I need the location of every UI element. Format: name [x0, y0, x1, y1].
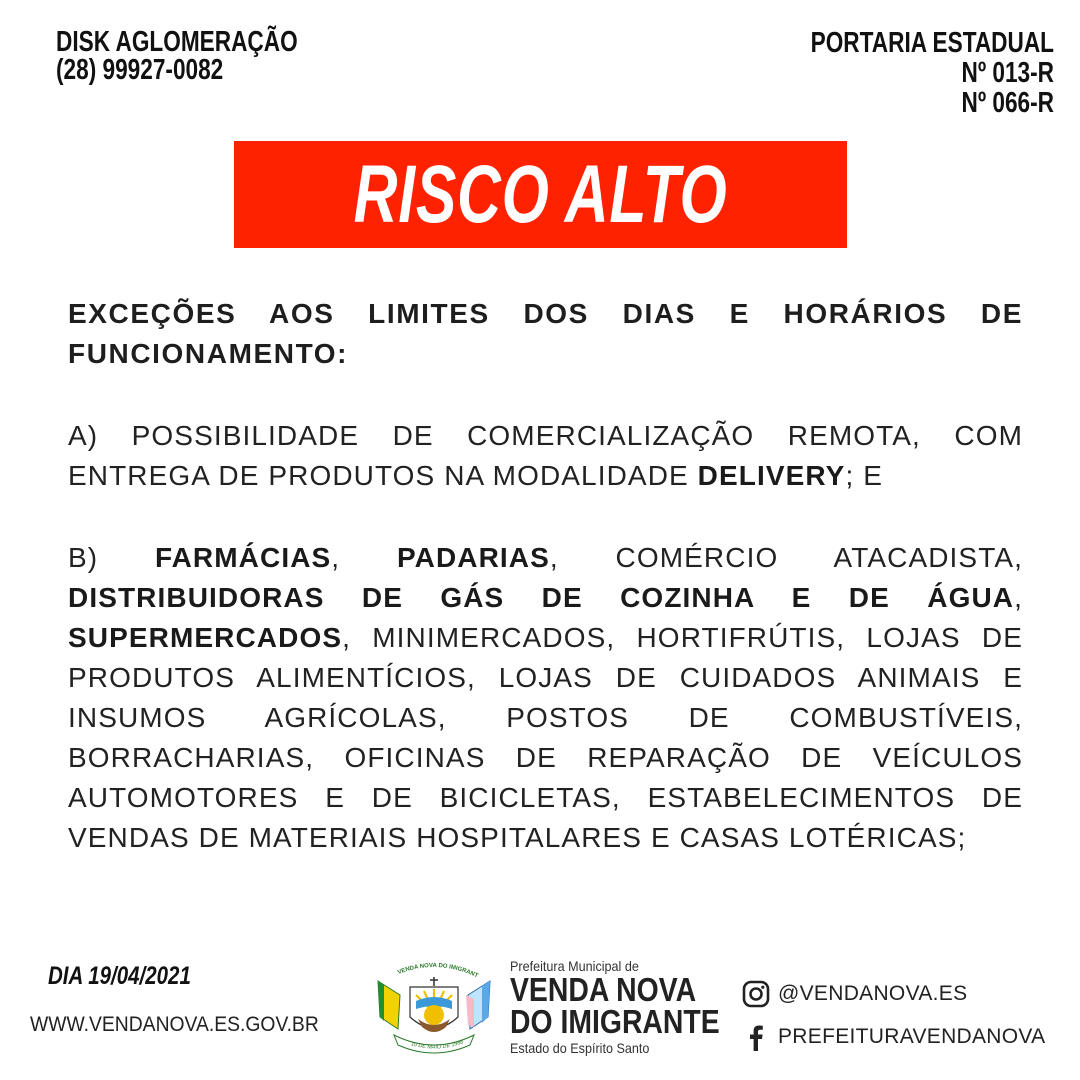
instagram-handle: @VENDANOVA.ES — [778, 982, 968, 1005]
facebook-icon — [740, 1021, 772, 1053]
item-a — [68, 416, 1023, 496]
facebook-link[interactable] — [740, 1019, 1070, 1055]
org-line-1: Prefeitura Municipal de — [510, 958, 639, 974]
svg-text:10 DE MAIO DE 1988: 10 DE MAIO DE 1988 — [410, 1039, 465, 1051]
org-line-3: DO IMIGRANTE — [510, 1003, 720, 1040]
item-b-text-4: , MINIMERCADOS, HORTIFRÚTIS, LOJAS DE PRODUTOS ALIMENTÍCIOS, LOJAS DE CUIDADOS ANIMAIS E INSUMOS AGRÍCOLAS, POSTOS DE COMBUSTÍVEIS, BORRACHARIAS, OFICINAS DE REPARAÇÃO DE VEÍCULOS AUTOMOTORES E DE BICICLETAS, ESTABELECIMENTOS DE VENDAS DE MATERIAIS HOSPITALARES E CASAS LOTÉRICAS; — [68, 622, 1023, 853]
item-b-padarias: PADARIAS — [396, 542, 550, 573]
portaria-title: PORTARIA ESTADUAL — [810, 27, 1054, 59]
svg-text:VENDA NOVA DO IMIGRANTE: VENDA NOVA DO IMIGRANT — [396, 962, 479, 980]
item-b-distribuidoras: DISTRIBUIDORAS DE GÁS DE COZINHA E DE ÁGUA — [68, 582, 1015, 613]
footer-left — [30, 962, 350, 1037]
item-b-farmacias: FARMÁCIAS — [154, 542, 332, 573]
org-line-2: VENDA NOVA — [510, 971, 697, 1008]
disk-title: DISK AGLOMERAÇÃO — [56, 26, 298, 58]
disk-phone: (28) 99927-0082 — [56, 54, 224, 86]
item-b-supermercados: SUPERMERCADOS — [68, 622, 343, 653]
disk-aglomeracao-block — [56, 28, 386, 84]
org-line-4: Estado do Espírito Santo — [510, 1040, 650, 1056]
risk-level-banner — [234, 141, 847, 248]
main-content — [68, 294, 1023, 858]
item-a-text: A) POSSIBILIDADE DE COMERCIALIZAÇÃO REMOTA, COM ENTREGA DE PRODUTOS NA MODALIDADE — [68, 420, 1023, 491]
municipal-crest-logo — [370, 955, 498, 1055]
portaria-number-1: Nº 013-R — [961, 57, 1054, 89]
item-b-prefix: B) — [68, 542, 155, 573]
item-b-text-2: , COMÉRCIO ATACADISTA, — [549, 542, 1023, 573]
facebook-page: PREFEITURAVENDANOVA — [778, 1025, 1046, 1048]
instagram-link[interactable] — [740, 976, 1070, 1012]
website-link[interactable]: WWW.VENDANOVA.ES.GOV.BR — [30, 1013, 319, 1036]
portaria-number-2: Nº 066-R — [961, 87, 1054, 119]
item-a-bold-delivery: DELIVERY — [697, 460, 846, 491]
item-a-suffix: ; E — [845, 460, 884, 491]
portaria-block — [674, 28, 1054, 118]
item-b-sep-1: , — [331, 542, 397, 573]
instagram-icon — [740, 978, 772, 1010]
item-b — [68, 538, 1023, 858]
social-links — [740, 976, 1070, 1055]
exceptions-heading: EXCEÇÕES AOS LIMITES DOS DIAS E HORÁRIOS DE FUNCIONAMENTO: — [68, 298, 1023, 369]
date-label: DIA 19/04/2021 — [48, 962, 191, 990]
prefeitura-logo-text — [510, 958, 740, 1056]
crest-icon — [370, 955, 498, 1055]
risk-level-text: RISCO ALTO — [353, 148, 728, 240]
item-b-sep-3: , — [1014, 582, 1023, 613]
